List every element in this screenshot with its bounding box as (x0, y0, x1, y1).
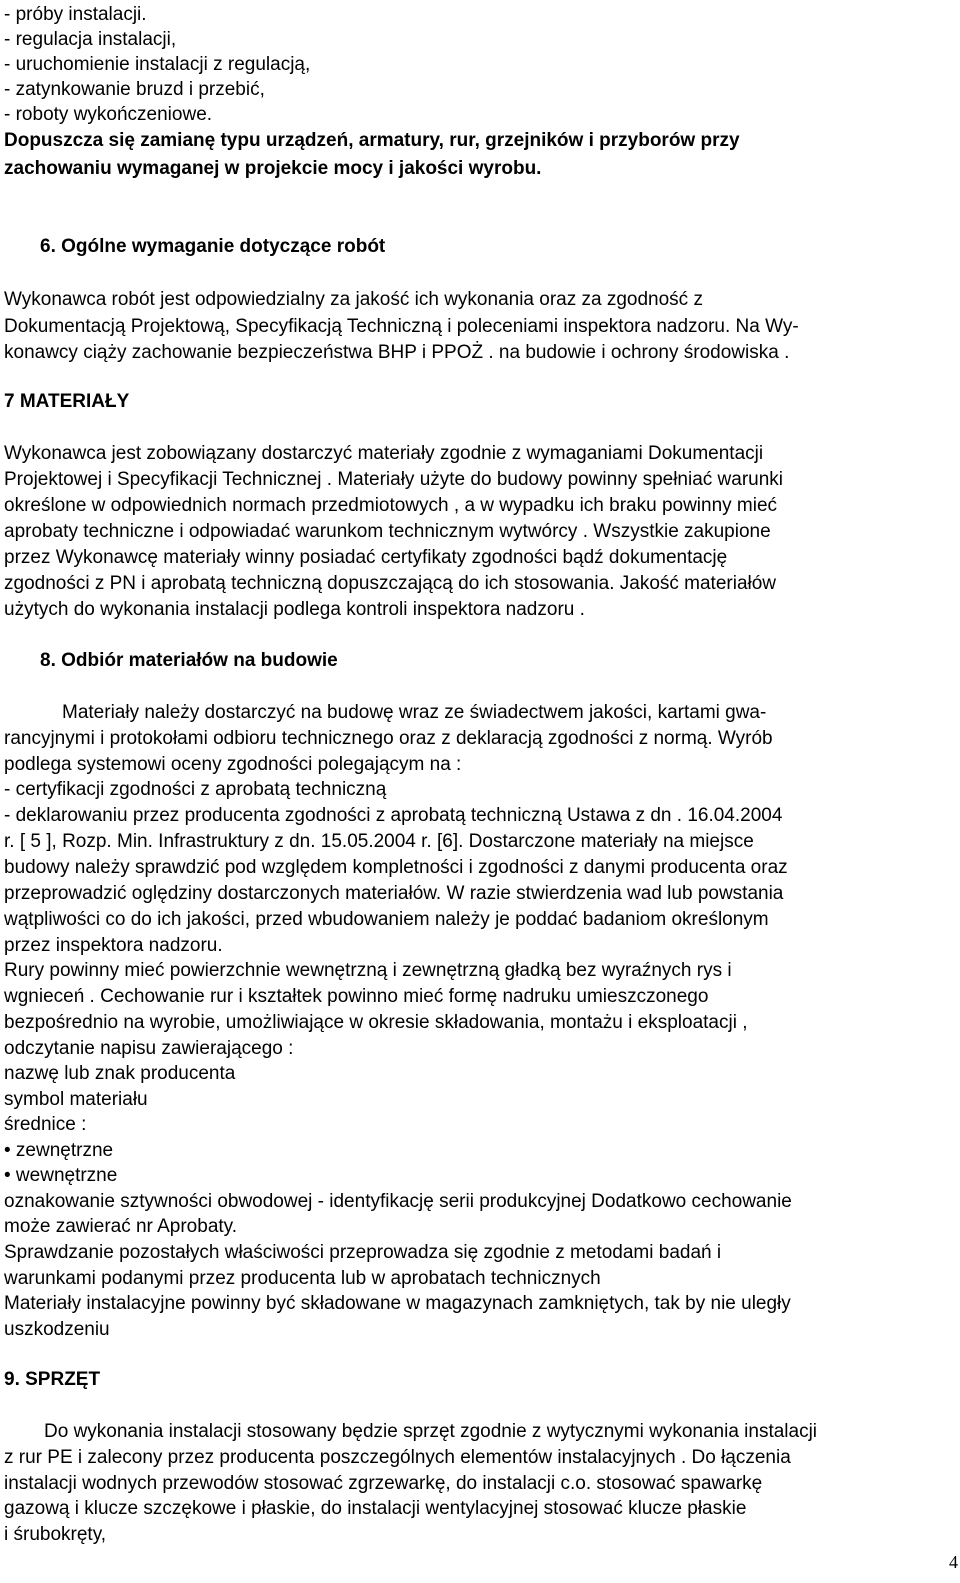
paragraph-line: odczytanie napisu zawierającego : (4, 1038, 294, 1059)
paragraph-line: Dokumentacją Projektową, Specyfikacją Techniczną i poleceniami inspektora nadzoru. Na Wy- (4, 316, 799, 337)
paragraph-line: średnice : (4, 1114, 87, 1135)
paragraph-line: bezpośrednio na wyrobie, umożliwiające w okresie składowania, montażu i eksploatacji , (4, 1012, 748, 1033)
list-item: - regulacja instalacji, (4, 29, 177, 50)
list-item: - zatynkowanie bruzd i przebić, (4, 79, 265, 100)
bullet-item: • wewnętrzne (4, 1165, 118, 1186)
paragraph-line: gazową i klucze szczękowe i płaskie, do instalacji wentylacyjnej stosować klucze płaskie (4, 1498, 747, 1519)
paragraph-line: Rury powinny mieć powierzchnie wewnętrzną i zewnętrzną gładką bez wyraźnych rys i (4, 960, 732, 981)
section-heading: 7 MATERIAŁY (4, 391, 130, 412)
paragraph-line: instalacji wodnych przewodów stosować zgrzewarkę, do instalacji c.o. stosować spawarkę (4, 1473, 763, 1494)
paragraph-line: Materiały należy dostarczyć na budowę wraz ze świadectwem jakości, kartami gwa- (62, 702, 767, 723)
paragraph-line: zgodności z PN i aprobatą techniczną dopuszczającą do ich stosowania. Jakość materiałów (4, 573, 777, 594)
paragraph-line: budowy należy sprawdzić pod względem kompletności i zgodności z danymi producenta oraz (4, 857, 788, 878)
paragraph-line: podlega systemowi oceny zgodności polegającym na : (4, 754, 462, 775)
paragraph-line: warunkami podanymi przez producenta lub w aprobatach technicznych (4, 1268, 601, 1289)
paragraph-line: wątpliwości co do ich jakości, przed wbudowaniem należy je poddać badaniom określonym (4, 909, 769, 930)
paragraph-line: symbol materiału (4, 1089, 148, 1110)
paragraph-line: przez inspektora nadzoru. (4, 935, 223, 956)
paragraph-line: może zawierać nr Aprobaty. (4, 1216, 238, 1237)
paragraph-line: wgnieceń . Cechowanie rur i kształtek powinno mieć formę nadruku umieszczonego (4, 986, 709, 1007)
paragraph-line: użytych do wykonania instalacji podlega kontroli inspektora nadzoru . (4, 599, 585, 620)
section-heading: 6. Ogólne wymaganie dotyczące robót (40, 236, 386, 257)
list-item: - roboty wykończeniowe. (4, 104, 213, 125)
paragraph-line: r. [ 5 ], Rozp. Min. Infrastruktury z dn. 15.05.2004 r. [6]. Dostarczone materiały na miejsce (4, 831, 754, 852)
paragraph-line: Sprawdzanie pozostałych właściwości przeprowadza się zgodnie z metodami badań i (4, 1242, 722, 1263)
bullet-item: • zewnętrzne (4, 1140, 114, 1161)
paragraph-line: Projektowej i Specyfikacji Technicznej . Materiały użyte do budowy powinny spełniać warunki (4, 469, 784, 490)
list-item: - certyfikacji zgodności z aprobatą techniczną (4, 779, 387, 800)
page-number: 4 (949, 1552, 958, 1572)
paragraph-line: określone w odpowiednich normach przedmiotowych , a w wypadku ich braku powinny mieć (4, 495, 778, 516)
paragraph-line: przeprowadzić oględziny dostarczonych materiałów. W razie stwierdzenia wad lub powstania (4, 883, 784, 904)
list-item: - deklarowaniu przez producenta zgodności z aprobatą techniczną Ustawa z dn . 16.04.2004 (4, 805, 783, 826)
section-heading: 8. Odbiór materiałów na budowie (40, 650, 338, 671)
paragraph-line: Wykonawca jest zobowiązany dostarczyć materiały zgodnie z wymaganiami Dokumentacji (4, 443, 764, 464)
paragraph-line: i śrubokręty, (4, 1524, 107, 1545)
paragraph-line: przez Wykonawcę materiały winny posiadać certyfikaty zgodności bądź dokumentację (4, 547, 728, 568)
paragraph-line: uszkodzeniu (4, 1319, 110, 1340)
list-item: - uruchomienie instalacji z regulacją, (4, 54, 311, 75)
paragraph-line: Wykonawca robót jest odpowiedzialny za jakość ich wykonania oraz za zgodność z (4, 289, 703, 310)
paragraph-line: Do wykonania instalacji stosowany będzie sprzęt zgodnie z wytycznymi wykonania instalacji (44, 1421, 818, 1442)
paragraph-line: konawcy ciąży zachowanie bezpieczeństwa BHP i PPOŻ . na budowie i ochrony środowiska . (4, 342, 790, 363)
paragraph-line: oznakowanie sztywności obwodowej - identyfikację serii produkcyjnej Dodatkowo cechowanie (4, 1191, 792, 1212)
paragraph-line: Materiały instalacyjne powinny być składowane w magazynach zamkniętych, tak by nie uległy (4, 1293, 791, 1314)
paragraph-line: Dopuszcza się zamianę typu urządzeń, armatury, rur, grzejników i przyborów przy (4, 130, 740, 151)
paragraph-line: zachowaniu wymaganej w projekcie mocy i jakości wyrobu. (4, 158, 542, 179)
list-item: - próby instalacji. (4, 4, 147, 25)
section-heading: 9. SPRZĘT (4, 1369, 101, 1390)
paragraph-line: z rur PE i zalecony przez producenta poszczególnych elementów instalacyjnych . Do łączenia (4, 1447, 791, 1468)
paragraph-line: nazwę lub znak producenta (4, 1063, 236, 1084)
paragraph-line: aprobaty techniczne i odpowiadać warunkom technicznym wytwórcy . Wszystkie zakupione (4, 521, 771, 542)
paragraph-line: rancyjnymi i protokołami odbioru technicznego oraz z deklaracją zgodności z normą. Wyrób (4, 728, 773, 749)
